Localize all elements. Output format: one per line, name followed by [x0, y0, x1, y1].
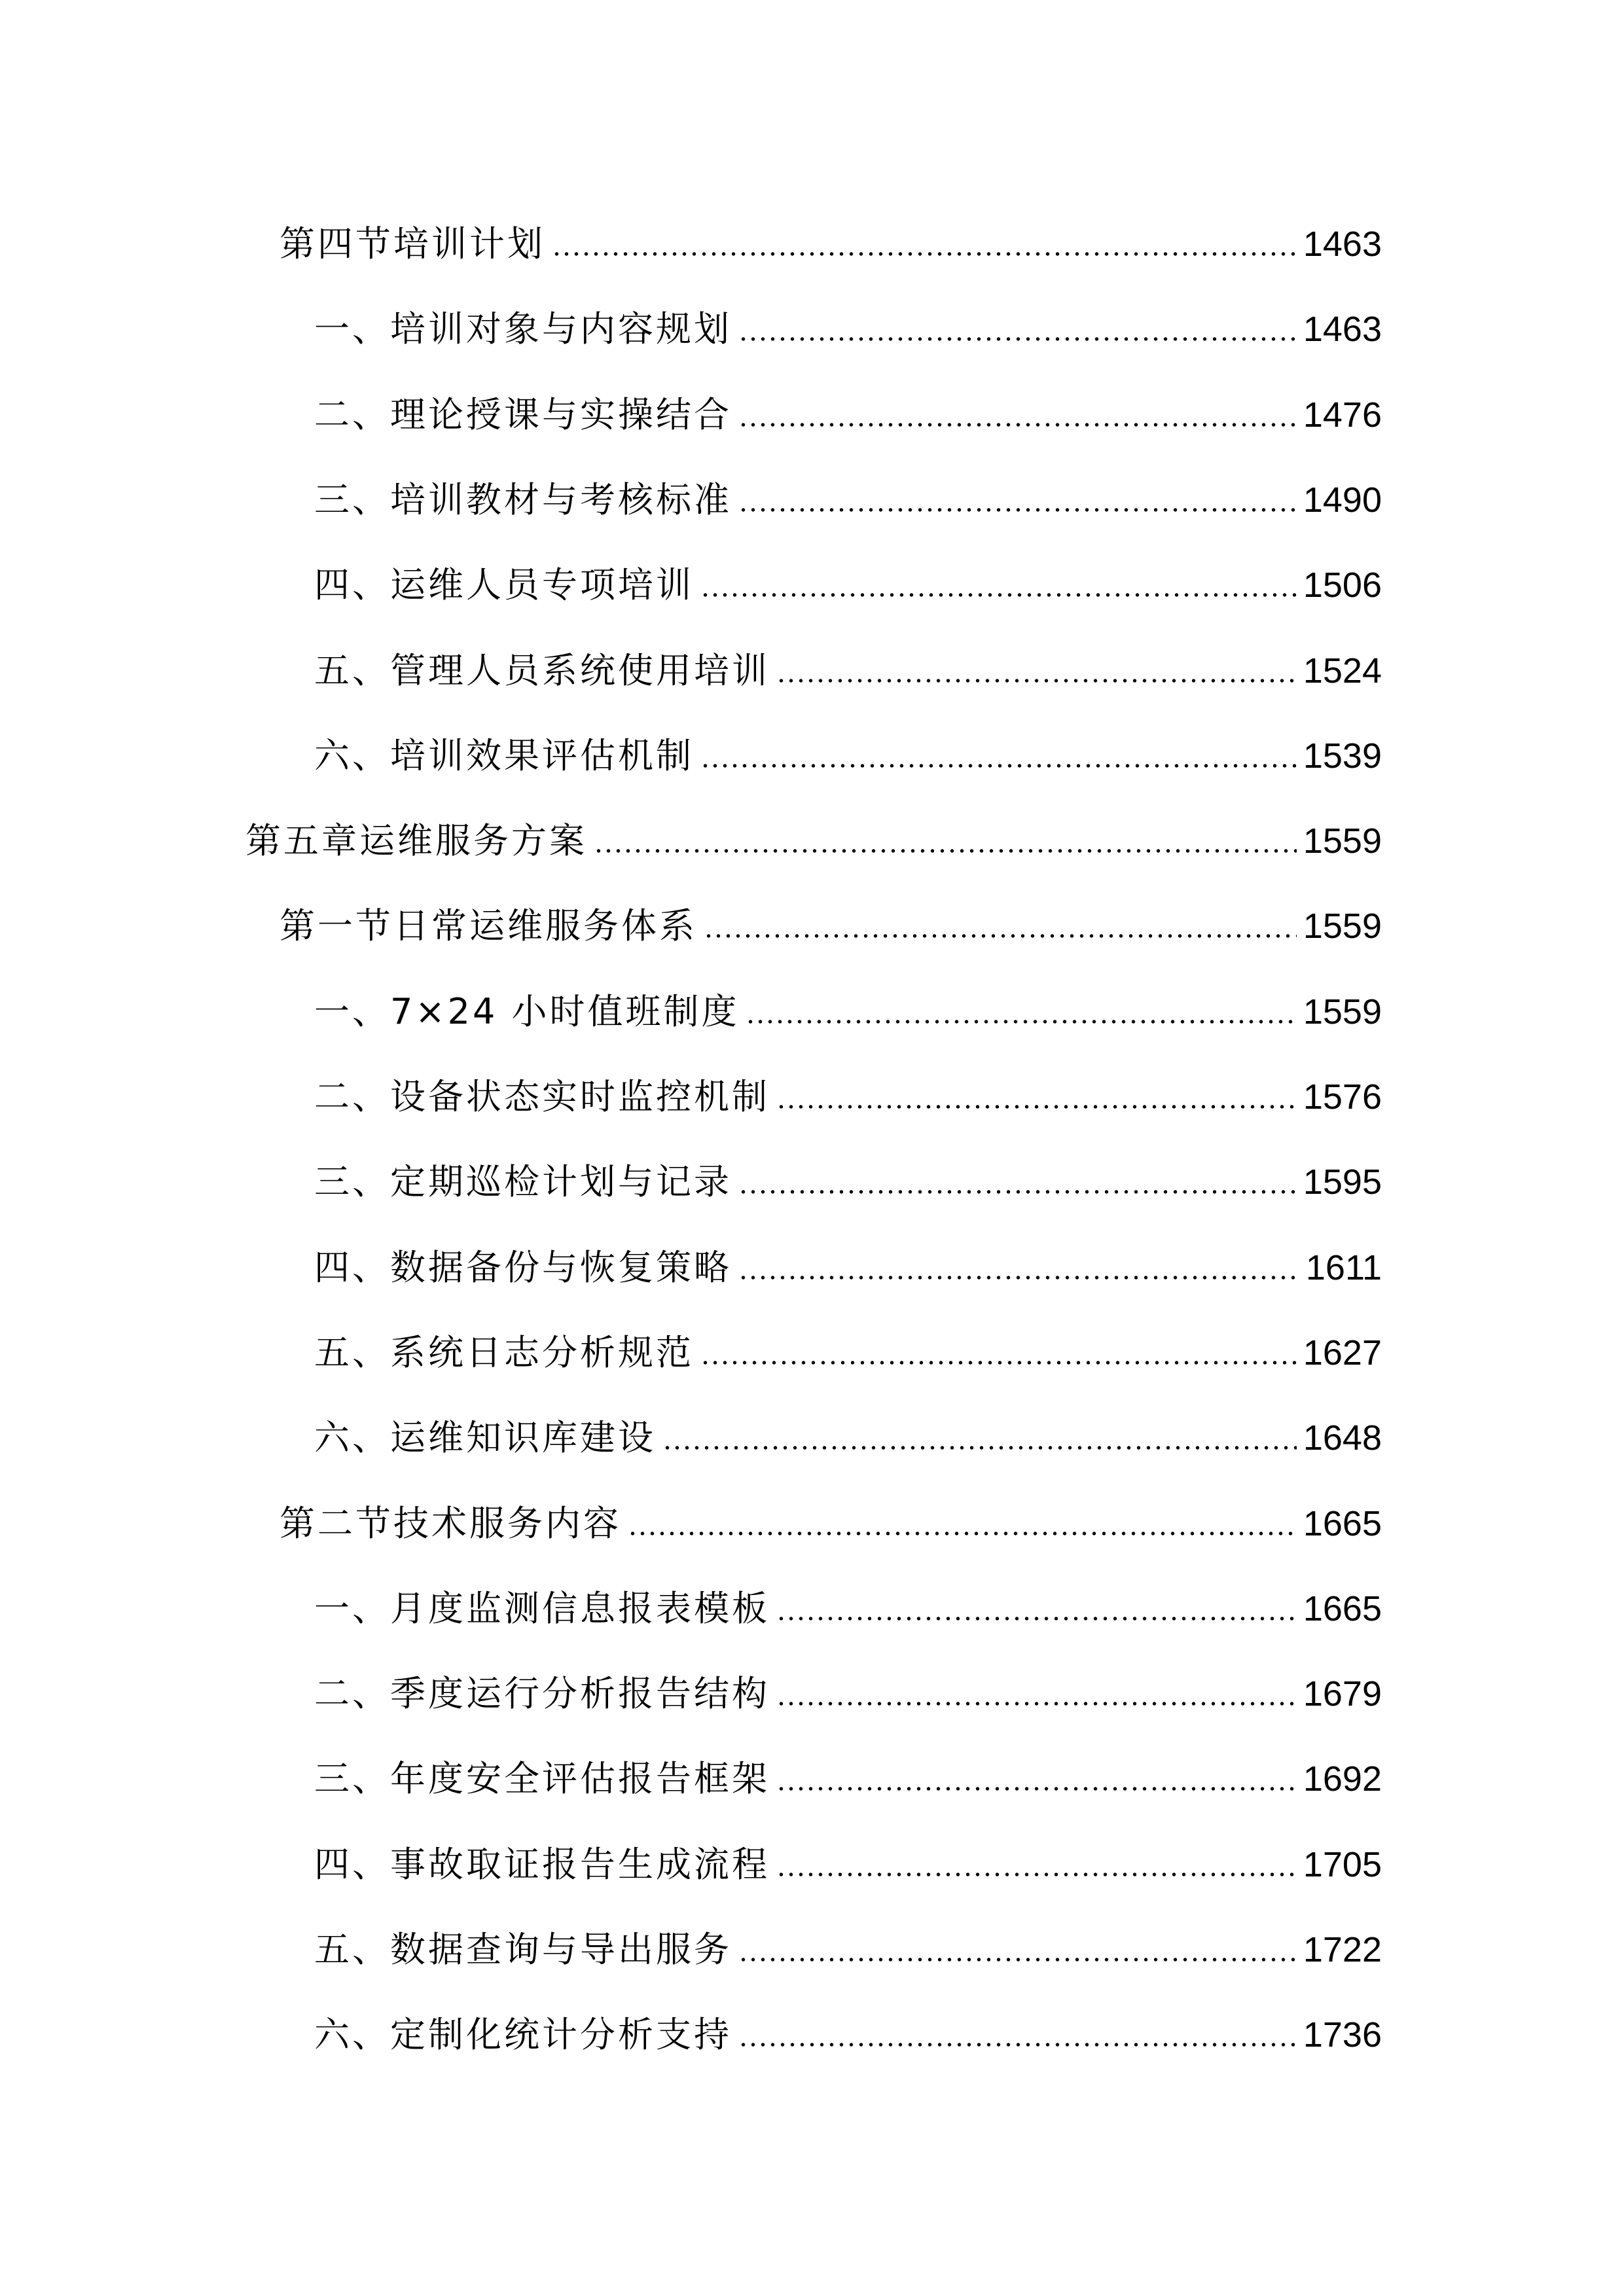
dot-leader — [662, 1444, 1297, 1451]
toc-entry-item[interactable] — [314, 1321, 1382, 1374]
dot-leader — [776, 1871, 1297, 1878]
toc-entry-item[interactable] — [314, 1662, 1382, 1715]
toc-entry-page-number: 1524 — [1303, 651, 1382, 691]
dot-leader — [776, 1785, 1297, 1792]
toc-entry-item[interactable] — [314, 639, 1382, 692]
toc-entry-page-number: 1539 — [1303, 736, 1382, 776]
toc-entry-item[interactable] — [314, 469, 1382, 521]
toc-entry-title: 第一节日常运维服务体系 — [280, 905, 697, 946]
dot-leader — [738, 1956, 1297, 1963]
toc-entry-chapter[interactable] — [245, 810, 1382, 862]
toc-entry-title: 五、数据查询与导出服务 — [314, 1929, 732, 1970]
dot-leader — [628, 1530, 1297, 1537]
toc-entry-title: 第四节培训计划 — [280, 223, 545, 264]
toc-entry-item[interactable] — [314, 1236, 1382, 1289]
toc-entry-section[interactable] — [280, 895, 1382, 947]
dot-leader — [776, 1615, 1297, 1622]
toc-entry-item[interactable] — [314, 980, 1382, 1033]
toc-entry-page-number: 1559 — [1303, 821, 1382, 861]
toc-entry-page-number: 1490 — [1303, 480, 1382, 520]
toc-entry-title: 二、设备状态实时监控机制 — [314, 1076, 770, 1117]
dot-leader — [738, 1274, 1299, 1281]
toc-entry-title: 一、培训对象与内容规划 — [314, 308, 732, 350]
dot-leader — [700, 592, 1297, 598]
toc-entry-item[interactable] — [314, 384, 1382, 436]
toc-entry-page-number: 1611 — [1305, 1248, 1382, 1287]
toc-entry-page-number: 1736 — [1303, 2015, 1382, 2054]
toc-entry-page-number: 1722 — [1303, 1930, 1382, 1969]
dot-leader — [738, 1189, 1297, 1195]
toc-entry-title: 六、运维知识库建设 — [314, 1417, 656, 1458]
toc-entry-page-number: 1679 — [1303, 1674, 1382, 1713]
toc-entry-page-number: 1506 — [1303, 565, 1382, 605]
toc-entry-item[interactable] — [314, 2003, 1382, 2056]
toc-entry-title: 第五章运维服务方案 — [245, 820, 587, 861]
toc-entry-title: 四、数据备份与恢复策略 — [314, 1247, 732, 1288]
dot-leader — [738, 2041, 1297, 2048]
toc-entry-page-number: 1559 — [1303, 906, 1382, 946]
dot-leader — [700, 1359, 1297, 1366]
toc-entry-title: 三、定期巡检计划与记录 — [314, 1161, 732, 1202]
toc-entry-title: 二、理论授课与实操结合 — [314, 394, 732, 435]
toc-entry-item[interactable] — [314, 298, 1382, 350]
dot-leader — [738, 336, 1297, 342]
toc-entry-page-number: 1476 — [1303, 395, 1382, 435]
toc-entry-page-number: 1648 — [1303, 1418, 1382, 1458]
toc-entry-page-number: 1463 — [1303, 224, 1382, 264]
toc-entry-title: 一、7×24 小时值班制度 — [314, 991, 740, 1032]
toc-entry-section[interactable] — [280, 213, 1382, 265]
toc-entry-item[interactable] — [314, 1407, 1382, 1459]
toc-entry-page-number: 1627 — [1303, 1333, 1382, 1372]
dot-leader — [594, 848, 1297, 854]
toc-entry-title: 五、系统日志分析规范 — [314, 1332, 694, 1373]
toc-entry-item[interactable] — [314, 1577, 1382, 1630]
dot-leader — [700, 762, 1297, 769]
toc-entry-item[interactable] — [314, 1918, 1382, 1971]
dot-leader — [552, 251, 1297, 257]
dot-leader — [776, 1103, 1297, 1110]
toc-entry-page-number: 1705 — [1303, 1845, 1382, 1884]
toc-entry-page-number: 1692 — [1303, 1759, 1382, 1799]
toc-entry-item[interactable] — [314, 1748, 1382, 1800]
dot-leader — [738, 422, 1297, 428]
toc-entry-title: 六、定制化统计分析支持 — [314, 2014, 732, 2055]
toc-entry-item[interactable] — [314, 1151, 1382, 1203]
toc-entry-page-number: 1463 — [1303, 310, 1382, 349]
dot-leader — [746, 1018, 1296, 1025]
toc-entry-title: 四、运维人员专项培训 — [314, 564, 694, 605]
toc-entry-page-number: 1595 — [1303, 1162, 1382, 1202]
dot-leader — [776, 677, 1297, 684]
toc-entry-item[interactable] — [314, 554, 1382, 606]
dot-leader — [704, 933, 1297, 939]
toc-entry-title: 五、管理人员系统使用培训 — [314, 650, 770, 691]
toc-entry-page-number: 1576 — [1303, 1077, 1382, 1117]
toc-entry-item[interactable] — [314, 725, 1382, 777]
toc-entry-title: 六、培训效果评估机制 — [314, 735, 694, 776]
dot-leader — [776, 1700, 1297, 1707]
toc-entry-title: 四、事故取证报告生成流程 — [314, 1844, 770, 1885]
toc-entry-title: 第二节技术服务内容 — [280, 1503, 621, 1544]
toc-entry-title: 三、培训教材与考核标准 — [314, 479, 732, 520]
toc-entry-page-number: 1665 — [1303, 1504, 1382, 1543]
dot-leader — [738, 507, 1297, 513]
toc-entry-title: 三、年度安全评估报告框架 — [314, 1758, 770, 1799]
toc-entry-page-number: 1559 — [1303, 992, 1382, 1031]
toc-entry-section[interactable] — [280, 1492, 1382, 1545]
toc-entry-title: 一、月度监测信息报表模板 — [314, 1588, 770, 1629]
toc-entry-item[interactable] — [314, 1833, 1382, 1886]
toc-entry-item[interactable] — [314, 1066, 1382, 1118]
toc-entry-page-number: 1665 — [1303, 1589, 1382, 1628]
toc-entry-title: 二、季度运行分析报告结构 — [314, 1673, 770, 1714]
